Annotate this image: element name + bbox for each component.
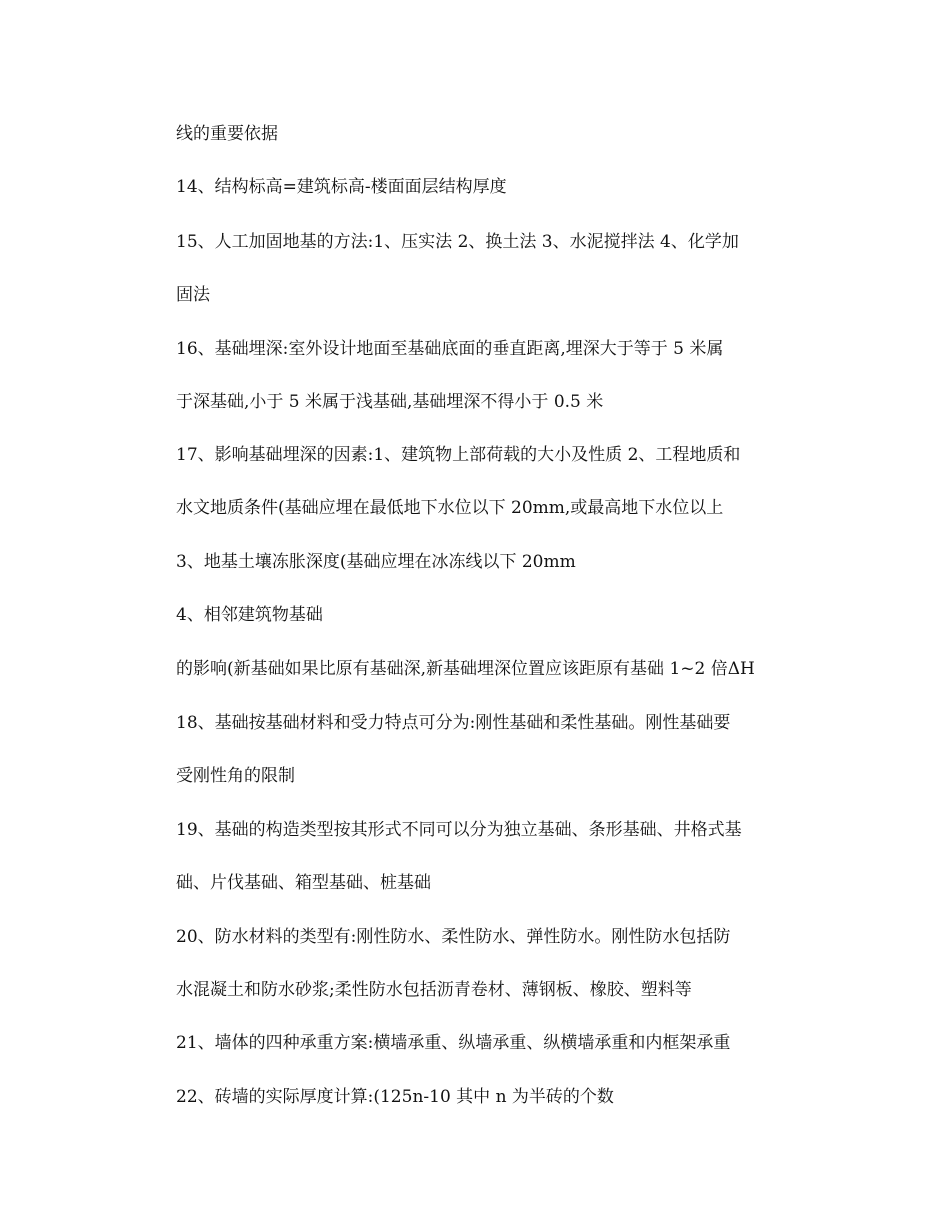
text-line: 于深基础,小于 5 米属于浅基础,基础埋深不得小于 0.5 米 (176, 392, 604, 412)
text-line: 水文地质条件(基础应埋在最低地下水位以下 20mm,或最高地下水位以上 (176, 498, 724, 518)
text-line: 22、砖墙的实际厚度计算:(125n-10 其中 n 为半砖的个数 (176, 1087, 614, 1107)
text-line: 固法 (176, 285, 210, 305)
text-line: 的影响(新基础如果比原有基础深,新基础埋深位置应该距原有基础 1~2 倍ΔH (176, 659, 755, 679)
text-line: 水混凝土和防水砂浆;柔性防水包括沥青卷材、薄钢板、橡胶、塑料等 (176, 980, 692, 1000)
text-line: 18、基础按基础材料和受力特点可分为:刚性基础和柔性基础。刚性基础要 (176, 713, 731, 733)
text-line: 4、相邻建筑物基础 (176, 605, 323, 625)
text-line: 础、片伐基础、箱型基础、桩基础 (176, 873, 431, 893)
text-line: 16、基础埋深:室外设计地面至基础底面的垂直距离,埋深大于等于 5 米属 (176, 339, 724, 359)
text-line: 3、地基土壤冻胀深度(基础应埋在冰冻线以下 20mm (176, 552, 576, 572)
text-line: 17、影响基础埋深的因素:1、建筑物上部荷载的大小及性质 2、工程地质和 (176, 445, 741, 465)
text-line: 受刚性角的限制 (176, 766, 295, 786)
text-line: 线的重要依据 (176, 124, 278, 144)
text-line: 21、墙体的四种承重方案:横墙承重、纵墙承重、纵横墙承重和内框架承重 (176, 1033, 731, 1053)
text-line: 20、防水材料的类型有:刚性防水、柔性防水、弹性防水。刚性防水包括防 (176, 927, 731, 947)
text-line: 15、人工加固地基的方法:1、压实法 2、换土法 3、水泥搅拌法 4、化学加 (176, 232, 739, 252)
text-line: 19、基础的构造类型按其形式不同可以分为独立基础、条形基础、井格式基 (176, 820, 742, 840)
text-line: 14、结构标高=建筑标高-楼面面层结构厚度 (176, 177, 507, 197)
